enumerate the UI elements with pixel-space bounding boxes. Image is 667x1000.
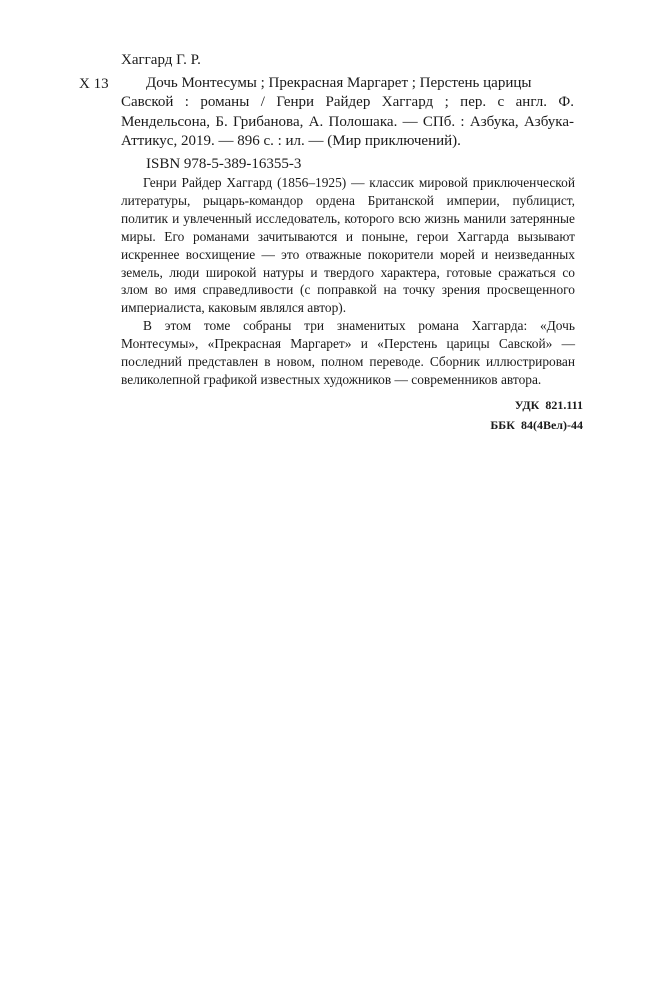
title-continuation: Савской : романы / Генри Райдер Хаггард ; пер. с англ. Ф. Мендельсона, Б. Грибанова, А. Полошака. — СПб. : Азбука, Азбука-Аттикус, 2019. — 896 с. : ил. — (Мир приключений). bbox=[121, 94, 574, 149]
classification-mark: Х 13 bbox=[79, 76, 109, 92]
annotation bbox=[121, 174, 575, 389]
title-first-line: Дочь Монтесумы ; Прекрасная Маргарет ; Перстень царицы bbox=[146, 75, 532, 91]
bbk-code: ББК 84(4Вел)-44 bbox=[490, 418, 583, 432]
annotation-paragraph-1: Генри Райдер Хаггард (1856–1925) — классик мировой приключенческой литературы, рыцарь-командор ордена Британской империи, публицист, политик и увлеченный исследователь, которого всю жизнь манили затерянные миры. Его романами зачитываются и поныне, герои Хаггарда вызывают искреннее восхищение — это отважные покорители морей и неизведанных земель, люди широкой натуры и твердого характера, готовые сражаться со злом во имя справедливости (с поправкой на точку зрения просвещенного империалиста, каковым являлся автор). bbox=[121, 175, 575, 316]
annotation-paragraph-2: В этом томе собраны три знаменитых романа Хаггарда: «Дочь Монтесумы», «Прекрасная Маргарет» и «Перстень царицы Савской» — последний представлен в новом, полном переводе. Сборник иллюстрирован великолепной графикой известных художников — современников автора. bbox=[121, 318, 575, 387]
author-heading: Хаггард Г. Р. bbox=[121, 52, 201, 68]
bibliographic-entry bbox=[121, 74, 574, 151]
udk-code: УДК 821.111 bbox=[514, 398, 583, 412]
isbn-line: ISBN 978-5-389-16355-3 bbox=[146, 156, 302, 172]
